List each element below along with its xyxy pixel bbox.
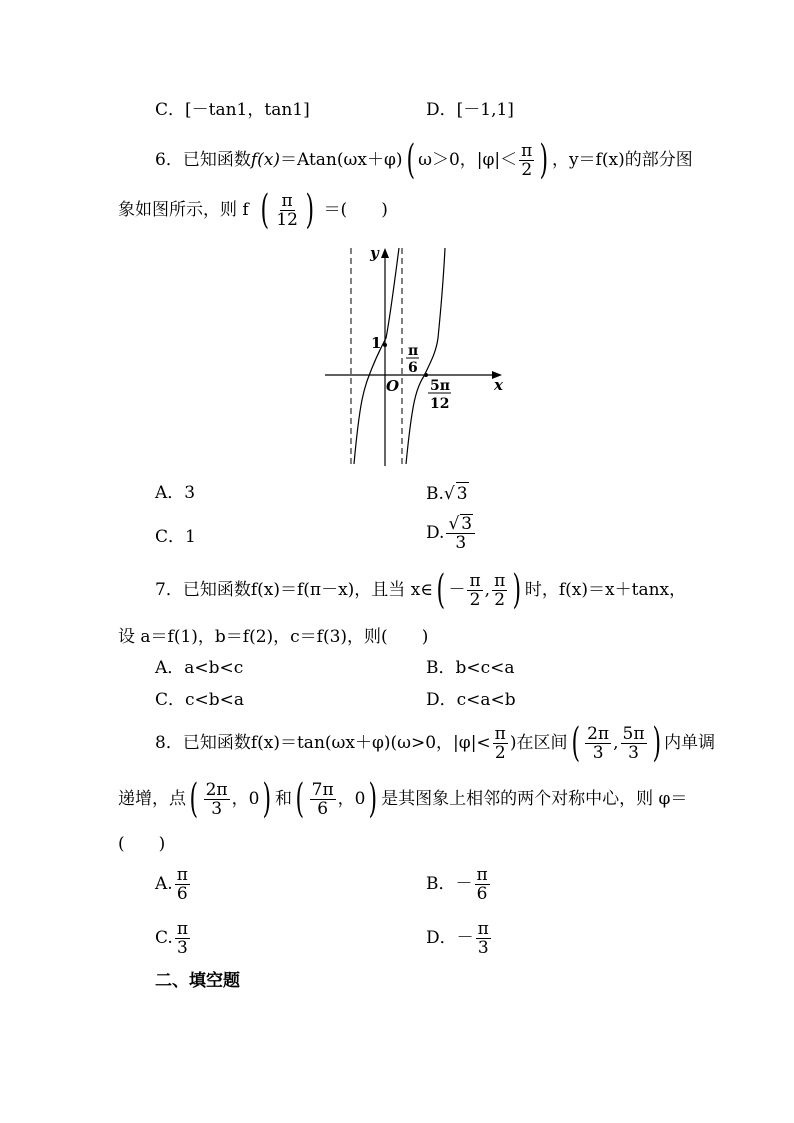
option-label: C. [155, 928, 173, 948]
frac-num: 2π [587, 723, 610, 744]
q8-pt2-right-paren: ) [368, 776, 378, 822]
q7-text-a: f(x)＝f(π－x)，且当 x∈ [250, 580, 433, 600]
section-heading-fill-in: 二、填空题 [155, 971, 240, 991]
q8-pt1-zero: 0 [248, 789, 260, 809]
frac-den: 3 [592, 742, 604, 763]
pi-over-3 [175, 920, 190, 957]
frac-den: 2 [521, 159, 533, 180]
frac-num: π [477, 918, 489, 939]
point-0-1 [383, 343, 387, 347]
q8-option-b [426, 862, 492, 906]
q8-option-c [155, 916, 192, 960]
q8-2pi-over-3 [585, 725, 611, 762]
q6-option-d [426, 508, 477, 558]
frac-num: π [469, 570, 481, 591]
frac-den: 6 [317, 798, 329, 819]
fivepi12-num: 5π [430, 378, 450, 394]
q8-option-a [155, 862, 192, 906]
frac-den: 3 [455, 533, 467, 553]
q8-pi-over-2 [493, 725, 508, 762]
q6-option-b [426, 482, 469, 505]
q6-after: ，y＝f(x)的部分图 [551, 150, 693, 170]
q8-text-b: )在区间 [509, 733, 568, 753]
q6-answer-blank: ＝( ) [323, 200, 388, 220]
q6-option-c: C．1 [155, 527, 196, 547]
frac-num: π [494, 723, 506, 744]
option-label: D．－ [426, 928, 474, 948]
frac-num: π [176, 918, 188, 939]
frac-den: 6 [176, 883, 188, 904]
q8-number: 8．已知函数 [155, 733, 251, 753]
q6-cond: ω＞0，|φ|＜ [418, 150, 518, 170]
q8-pt1-left-paren: ( [189, 776, 199, 822]
sqrt-radicand: 3 [461, 514, 473, 534]
q8-line2-c: 是其图象上相邻的两个对称中心，则 φ＝ [381, 789, 688, 809]
q6-stem-line1 [155, 137, 693, 183]
q8-text-a: f(x)＝tan(ωx＋φ)(ω>0，|φ|< [250, 733, 491, 753]
q7-pi-over-2-a [467, 572, 482, 609]
q6-fx: f(x) [250, 150, 280, 170]
option-label: A. [155, 874, 173, 894]
q5-option-d: D．[－1,1] [426, 100, 514, 120]
q6-stem-line2 [118, 187, 388, 233]
q8-pt1-right-paren: ) [262, 776, 272, 822]
frac-den: 6 [476, 883, 488, 904]
q7-option-a: A．a<b<c [155, 658, 244, 678]
q8-line2-b: 和 [275, 789, 293, 809]
option-label: B. [426, 484, 444, 504]
sqrt-radicand: 3 [456, 484, 468, 504]
q6-pi-over-12 [274, 192, 300, 229]
q6-graph [320, 238, 510, 470]
q5-option-c: C．[－tan1，tan1] [155, 100, 310, 120]
q7-left-paren: ( [436, 567, 445, 613]
fivepi12-den: 12 [430, 396, 450, 412]
pi6-den: 6 [408, 360, 418, 376]
frac-den: 3 [628, 742, 639, 763]
frac-num: π [176, 864, 188, 885]
q8-line2-a: 递增，点 [118, 789, 186, 809]
q6-line2-text: 象如图所示，则 f [118, 200, 249, 220]
q6-left-paren: ( [406, 137, 415, 183]
origin-label: O [386, 377, 400, 395]
q7-option-c: C．c<b<a [155, 690, 245, 710]
q8-text-c: 内单调 [664, 733, 716, 753]
frac-den: 2 [469, 589, 481, 610]
q6-f-right-paren: ) [305, 187, 315, 233]
q7-stem-line2: 设 a＝f(1)，b＝f(2)，c＝f(3)，则( ) [118, 627, 429, 647]
pi-over-6 [475, 866, 490, 903]
q8-pt2-zero: 0 [354, 789, 366, 809]
frac-num: π [476, 864, 488, 885]
q7-option-d: D．c<a<b [426, 690, 516, 710]
point-5pi12 [424, 373, 428, 377]
q8-option-d [426, 916, 493, 960]
q8-pt2-7pi-over-6 [310, 781, 336, 818]
q6-pi-over-2 [519, 142, 534, 179]
frac-den: 2 [494, 589, 506, 610]
q7-right-paren: ) [512, 567, 522, 613]
q7-neg: － [448, 580, 466, 600]
q7-option-b: B．b<c<a [426, 658, 515, 678]
q8-answer-blank: ( ) [118, 834, 166, 854]
frac-den: 3 [477, 937, 489, 958]
tan-branch-1 [354, 248, 399, 464]
pi-over-6 [175, 866, 190, 903]
q7-text-b: 时，f(x)＝x＋tanx， [524, 580, 687, 600]
pi-over-3 [476, 920, 491, 957]
frac-den: 2 [494, 742, 506, 763]
sqrt3-over-3 [446, 514, 475, 552]
frac-num: 2π [205, 779, 228, 800]
q8-stem-line1: 8．已知函数 f(x)＝tan(ωx＋φ)(ω>0，|φ|< $\frac{\pi}{2}$ )在区间 ( $\frac{2\pi}{3}$ , $\frac{5\pi}{3}$ ) 内单调 [155, 720, 716, 766]
frac-den: 12 [276, 209, 298, 230]
one-label: 1 [371, 334, 382, 352]
frac-num: π [521, 140, 533, 161]
q7-pi-over-2-b [492, 572, 507, 609]
q6-option-a: A．3 [155, 483, 196, 503]
q6-right-paren: ) [539, 137, 549, 183]
frac-den: 3 [211, 798, 223, 819]
pi6-num: π [408, 343, 419, 359]
frac-num: 5π [622, 723, 645, 744]
q8-stem-line2: 递增，点 ( $\frac{2\pi}{3}$ ， 0 ) 和 ( $\frac{7\pi}{6}$ ， 0 ) 是其图象上相邻的两个对称中心，则 φ＝ [118, 776, 688, 822]
q6-eq: ＝Atan(ωx＋φ) [279, 150, 403, 170]
q7-number: 7．已知函数 [155, 580, 251, 600]
q8-pt1-2pi-over-3 [204, 781, 230, 818]
q8-5pi-over-3 [621, 725, 647, 762]
x-axis-label: x [494, 376, 503, 394]
q8-interval-right-paren: ) [652, 720, 661, 766]
q8-pt2-left-paren: ( [295, 776, 305, 822]
frac-num: √ 3 [446, 514, 475, 534]
option-label: B．－ [426, 874, 473, 894]
frac-num: 7π [311, 779, 334, 800]
sqrt-sign: √ [443, 484, 455, 504]
q7-stem-line1: 7．已知函数 f(x)＝f(π－x)，且当 x∈ ( － $\frac{\pi}{2}$ , $\frac{\pi}{2}$ ) 时，f(x)＝x＋tanx， [155, 567, 687, 613]
frac-den: 3 [176, 937, 188, 958]
q6-f-left-paren: ( [260, 187, 269, 233]
q8-interval-left-paren: ( [571, 720, 580, 766]
frac-num: π [281, 190, 293, 211]
frac-num: π [494, 570, 506, 591]
y-axis-label: y [370, 244, 379, 262]
y-axis-arrow [381, 248, 389, 258]
q6-number: 6．已知函数 [155, 150, 251, 170]
option-label: D. [426, 523, 445, 543]
